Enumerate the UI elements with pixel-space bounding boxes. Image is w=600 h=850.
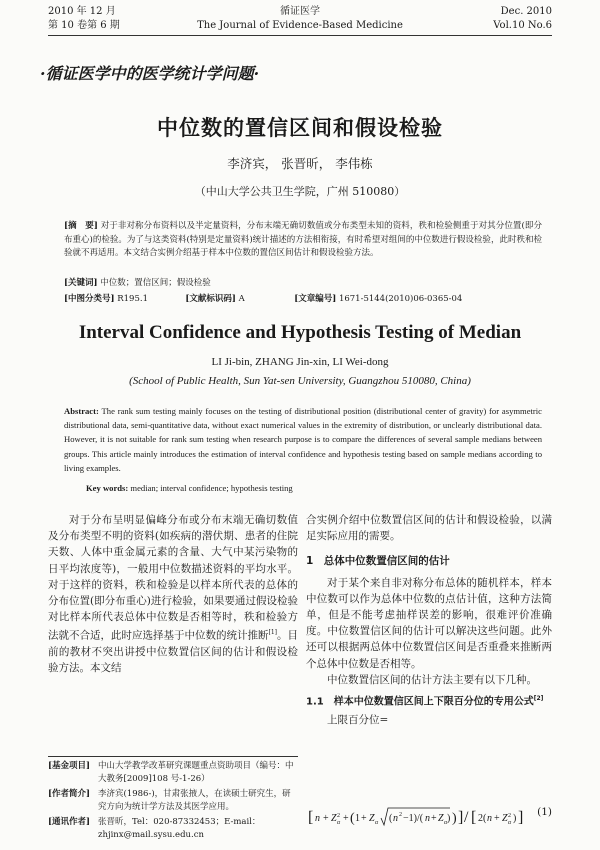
svg-text:): ) <box>513 813 517 824</box>
svg-text:α: α <box>375 820 379 826</box>
article-no-label: [文章编号] <box>294 294 337 304</box>
svg-text:n: n <box>425 813 430 824</box>
svg-text:+: + <box>361 813 367 824</box>
intro-text-end: 。目前的教材不突出讲授中位数置信区间的估计和假设检验方法。本文结 <box>48 629 298 675</box>
keywords-cn-text: 中位数；置信区间；假设检验 <box>100 278 211 288</box>
svg-text:Z: Z <box>331 813 337 824</box>
upper-percentile-label: 上限百分位= <box>327 714 389 727</box>
corresponding-label: [通讯作者] <box>48 817 91 827</box>
section-1-paragraph: 对于某个来自非对称分布总体的随机样本，样本中位数可以作为总体中位数的点估计值，这种方法简单，但是不能考虑抽样误差的影响，很难评价准确度。中位数置信区间的估计可以解决这些问题。此外还可以根据两总体中位数置信区间是否重叠来推断两个总体中位数是否相等。 <box>306 576 552 670</box>
abstract-en-label: Abstract: <box>64 406 99 416</box>
svg-text:/: / <box>464 809 469 826</box>
header-journal-en: The Journal of Evidence-Based Medicine <box>197 20 403 31</box>
svg-text:+: + <box>431 813 437 824</box>
svg-text:n: n <box>393 813 398 824</box>
intro-paragraph <box>48 512 298 677</box>
classification-row <box>64 293 542 307</box>
affiliation-en: (School of Public Health, Sun Yat-sen University, Guangzhou 510080, China) <box>129 375 471 387</box>
keywords-en <box>86 483 542 493</box>
svg-text:+: + <box>494 813 500 824</box>
svg-text:α: α <box>444 820 448 826</box>
author-bio-text: 李济宾(1986-)，甘肃张掖人，在读硕士研究生，研究方向为统计学方法及其医学应用。 <box>98 789 291 812</box>
abstract-cn <box>64 220 542 261</box>
author-note <box>48 788 298 814</box>
clc-label: [中图分类号] <box>64 294 115 304</box>
svg-text:Z: Z <box>369 813 375 824</box>
fund-label: [基金项目] <box>48 761 91 771</box>
svg-text:+: + <box>343 813 349 824</box>
body-right-column <box>306 512 552 729</box>
affiliation-cn: （中山大学公共卫生学院，广州 510080） <box>194 185 406 198</box>
corresponding-text: 张晋昕，Tel：020-87332453；E-mail：zhjinx@mail.sysu.edu.cn <box>98 817 261 840</box>
equation-1 <box>306 800 552 834</box>
svg-text:+: + <box>323 813 329 824</box>
title-en: Interval Confidence and Hypothesis Testing of Median <box>78 322 522 343</box>
corr-note <box>48 816 298 842</box>
svg-text:2: 2 <box>337 813 340 819</box>
doc-code-label: [文献标识码] <box>185 294 236 304</box>
svg-text:): ) <box>447 813 451 824</box>
intro-text: 对于分布呈明显偏峰分布或分布末端无确切数值及分布类型不明的资料(如疾病的潜伏期、患者的住院天数、人体中重金属元素的含量、大气中某污染物的日平均浓度等)，一般用中位数描述资料的平均水平。对于这样的资料，秩和检验是以样本所代表的总体的分布位置(即分布重心)进行检验，如果要通过假设检验对比样本所代表总体中位数是否相等时，秩和检验方法就不合适，此时应选择基于中位数的统计推断 <box>48 514 298 642</box>
svg-text:Z: Z <box>502 813 508 824</box>
citation-1: [1] <box>268 629 277 637</box>
header-journal-cn: 循证医学 <box>280 6 320 17</box>
svg-text:]: ] <box>518 809 524 826</box>
svg-text:1: 1 <box>355 813 360 824</box>
svg-text:]: ] <box>458 809 464 826</box>
svg-text:α: α <box>337 820 341 826</box>
svg-text:[: [ <box>308 809 314 826</box>
abstract-cn-label: [摘 要] <box>64 221 98 231</box>
keywords-cn-label: [关键词] <box>64 278 98 288</box>
svg-text:2: 2 <box>399 812 402 818</box>
header-volume-en: Vol.10 No.6 <box>493 20 552 31</box>
svg-text:): ) <box>452 811 457 826</box>
keywords-cn <box>64 277 542 291</box>
keywords-en-label: Key words: <box>86 483 129 493</box>
article-no-value: 1671-5144(2010)06-0365-04 <box>338 294 463 304</box>
header-date-en: Dec. 2010 <box>500 6 552 17</box>
header-volume-cn: 第 10 卷第 6 期 <box>48 20 120 31</box>
clc-value: R195.1 <box>117 294 148 304</box>
authors-cn: 李济宾， 张晋昕， 李伟栋 <box>227 156 373 171</box>
citation-2: [2] <box>533 695 544 703</box>
series-title: ·循证医学中的医学统计学问题· <box>40 64 260 83</box>
abstract-en-text: The rank sum testing mainly focuses on the testing of distributional position (distributional center of gravity) for asymmetric distributional data, semi-quantitative data, without exact numerical values in the extremity of distribution, or unclearly distributional data. However, it is not suitable for rank sum testing when research purpose is to compare the differences of several sample medians between groups. This article mainly introduces the estimation of interval confidence and hypothesis testing based on sample medians according to living examples. <box>64 406 542 473</box>
title-cn: 中位数的置信区间和假设检验 <box>157 116 443 140</box>
abstract-cn-text: 对于非对称分布资料以及半定量资料，分布末端无确切数值或分布类型未知的资料，秩和检验侧重于对其分位置(即分布重心)的检验。为了与这类资料(特别是定量资料)统计描述的方法相衔接，有时希望对组间的中位数进行假设检验，此时秩和检验就不再适用。本文结合实例介绍基于样本中位数的置信区间估计和假设检验方法。 <box>64 221 543 258</box>
subsection-1-1-heading <box>306 691 552 709</box>
svg-text:2(: 2( <box>478 813 487 824</box>
svg-text:α: α <box>508 820 512 826</box>
abstract-en <box>64 404 542 475</box>
svg-text:(: ( <box>350 811 355 826</box>
fund-note <box>48 760 298 786</box>
svg-text:Z: Z <box>438 813 444 824</box>
equation-1-formula <box>306 800 552 834</box>
svg-text:n: n <box>487 813 492 824</box>
authors-en: LI Ji-bin, ZHANG Jin-xin, LI Wei-dong <box>211 356 389 368</box>
svg-text:[: [ <box>471 809 477 826</box>
doc-code-value: A <box>238 294 245 304</box>
svg-text:−1)/(: −1)/( <box>403 813 424 824</box>
header-rule <box>48 35 552 36</box>
author-bio-label: [作者简介] <box>48 789 91 799</box>
equation-1-number: (1) <box>537 806 552 818</box>
body-left-column <box>48 512 298 677</box>
footnotes <box>48 760 298 842</box>
subsection-1-1-title: 1.1 样本中位数置信区间上下限百分位的专用公式 <box>306 696 534 708</box>
keywords-en-text: median; interval confidence; hypothesis testing <box>130 483 293 493</box>
fund-text: 中山大学教学改革研究课题重点资助项目（编号：中大教务[2009]108 号-1-26） <box>98 761 294 784</box>
footnote-rule <box>48 756 298 757</box>
svg-text:n: n <box>315 813 320 824</box>
section-1-heading: 1 总体中位数置信区间的估计 <box>306 555 450 568</box>
svg-text:(: ( <box>389 813 393 824</box>
section-1-paragraph-2: 中位数置信区间的估计方法主要有以下几种。 <box>327 673 537 686</box>
header-date-cn: 2010 年 12 月 <box>48 6 116 17</box>
continuation-text: 合实例介绍中位数置信区间的估计和假设检验，以满足实际应用的需要。 <box>306 514 552 543</box>
svg-text:2: 2 <box>508 813 511 819</box>
